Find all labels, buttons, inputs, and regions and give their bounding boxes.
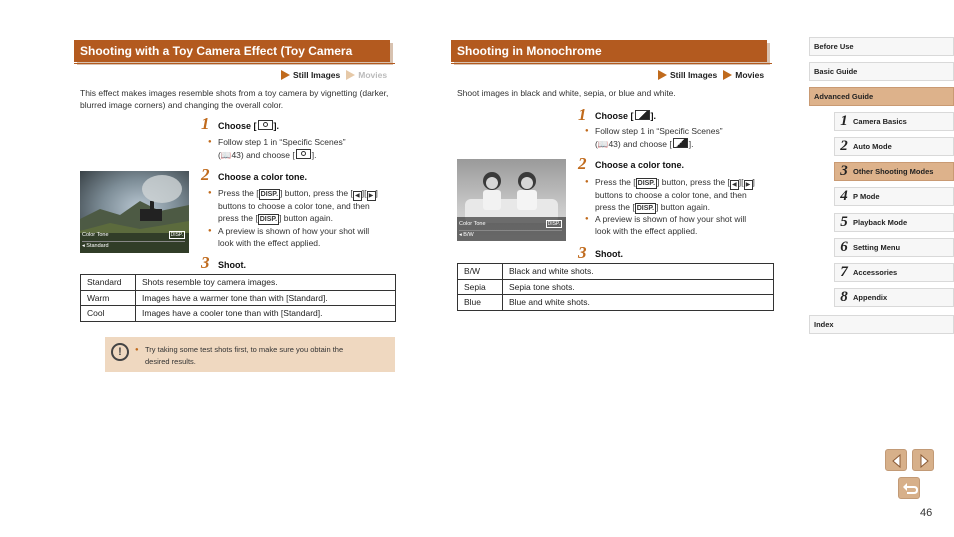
- caution-note: ! ● Try taking some test shots first, to make sure you obtain the desired results.: [105, 337, 395, 372]
- tone-name: B/W: [458, 264, 503, 280]
- table-row: [458, 264, 774, 280]
- nav-chapter-7[interactable]: 7 Accessories: [834, 263, 954, 282]
- right-step3-title: Shoot.: [595, 249, 623, 259]
- table-row: [81, 275, 396, 291]
- table-row: [458, 279, 774, 295]
- disp-button-icon: DISP.: [636, 204, 655, 212]
- right-step2-title: Choose a color tone.: [595, 160, 685, 170]
- left-movies-tag: Movies: [346, 70, 387, 80]
- book-icon: 📖: [597, 138, 609, 149]
- right-mode-tags: [658, 70, 764, 80]
- left-preview-color-tone-label: Color Tone: [82, 232, 109, 238]
- left-arrow-icon: ◀: [353, 191, 362, 201]
- nav-index[interactable]: Index: [809, 315, 954, 334]
- right-intro-text: Shoot images in black and white, sepia, or blue and white.: [457, 88, 676, 98]
- right-step3-number: 3: [578, 243, 587, 262]
- right-preview-disp-badge: DISP.: [547, 221, 560, 227]
- left-step3-title: Shoot.: [218, 260, 246, 270]
- left-section-title: Shooting with a Toy Camera Effect (Toy Camera Effect): [80, 44, 353, 80]
- left-step1-number: 1: [201, 114, 210, 133]
- left-step2-bullet2: ● A preview is shown of how your shot will look with the effect applied.: [208, 226, 398, 249]
- tone-name: Cool: [81, 306, 136, 322]
- tone-description: Sepia tone shots.: [503, 279, 774, 295]
- right-step2-bullet2: ● A preview is shown of how your shot will look with the effect applied.: [585, 214, 775, 237]
- tone-name: Sepia: [458, 279, 503, 295]
- nav-chapter-3[interactable]: 3 Other Shooting Modes: [834, 162, 954, 181]
- play-triangle-icon: [281, 70, 290, 80]
- disp-button-icon: DISP.: [259, 215, 278, 223]
- right-section-title: Shooting in Monochrome: [457, 44, 602, 58]
- caution-icon: !: [111, 343, 129, 361]
- toy-camera-preview-image: [80, 171, 189, 253]
- right-section-header: [451, 40, 767, 62]
- nav-chapter-6[interactable]: 6 Setting Menu: [834, 238, 954, 257]
- tone-name: Standard: [81, 275, 136, 291]
- disp-button-icon: DISP.: [637, 180, 656, 187]
- nav-chapter-5[interactable]: 5 Playback Mode: [834, 213, 954, 232]
- left-preview-value-bar: ◂ Standard: [82, 241, 185, 249]
- nav-chapter-2[interactable]: 2 Auto Mode: [834, 137, 954, 156]
- right-preview-value-bar: ◂ B/W: [459, 230, 562, 238]
- play-triangle-icon: [723, 70, 732, 80]
- toy-camera-icon: [296, 149, 311, 159]
- monochrome-preview-image: [457, 159, 566, 241]
- next-page-button[interactable]: [912, 449, 934, 471]
- play-triangle-icon: [346, 70, 355, 80]
- left-step1-title: Choose [ ].: [218, 121, 280, 131]
- play-triangle-icon: [658, 70, 667, 80]
- chevron-right-icon: [913, 450, 935, 472]
- left-mode-tags: [281, 70, 387, 80]
- right-step1-title: Choose [ ].: [595, 111, 657, 121]
- page-number: 46: [920, 507, 933, 519]
- nav-advanced-guide[interactable]: Advanced Guide: [809, 87, 954, 106]
- monochrome-icon: [635, 110, 650, 120]
- right-header-rule: [451, 63, 772, 64]
- left-step2-number: 2: [201, 165, 210, 184]
- book-icon: 📖: [220, 149, 232, 160]
- tone-description: Black and white shots.: [503, 264, 774, 280]
- table-row: [458, 295, 774, 311]
- left-step1-bullet: ● Follow step 1 in “Specific Scenes” (📖43) and choose [ ].: [208, 137, 398, 161]
- monochrome-icon: [673, 138, 688, 148]
- caution-text: Try taking some test shots first, to make sure you obtain the desired results.: [145, 345, 344, 366]
- right-step1-number: 1: [578, 105, 587, 124]
- return-button[interactable]: [898, 477, 920, 499]
- table-row: [81, 306, 396, 322]
- previous-page-button[interactable]: [885, 449, 907, 471]
- left-header-rule: [74, 63, 395, 64]
- tone-description: Images have a warmer tone than with [Standard].: [136, 290, 396, 306]
- nav-basic-guide[interactable]: Basic Guide: [809, 62, 954, 81]
- right-arrow-icon: ▶: [744, 180, 753, 190]
- right-arrow-icon: ▶: [367, 191, 376, 201]
- nav-chapter-4[interactable]: 4 P Mode: [834, 187, 954, 206]
- left-step2-bullet1: ● Press the [ DISP. ] button, press the [ ◀ ][ ▶ ] buttons to choose a color tone, and then press the [ DISP. ] button again.: [208, 188, 400, 225]
- left-color-tone-table: [80, 274, 396, 322]
- return-arrow-icon: [899, 478, 921, 500]
- left-step2-title: Choose a color tone.: [218, 172, 308, 182]
- right-still-images-tag: Still Images: [658, 70, 717, 80]
- table-row: [81, 290, 396, 306]
- nav-chapter-8[interactable]: 8 Appendix: [834, 288, 954, 307]
- right-step2-number: 2: [578, 154, 587, 173]
- nav-before-use[interactable]: Before Use: [809, 37, 954, 56]
- left-step3-number: 3: [201, 253, 210, 272]
- right-movies-tag: Movies: [723, 70, 764, 80]
- nav-chapter-1[interactable]: 1 Camera Basics: [834, 112, 954, 131]
- tone-name: Blue: [458, 295, 503, 311]
- right-step2-bullet1: ● Press the [ DISP. ] button, press the [ ◀ ][ ▶ ] buttons to choose a color tone, and then press the [ DISP. ] button again.: [585, 177, 777, 214]
- children-on-sofa-illustration: [457, 159, 566, 241]
- tone-name: Warm: [81, 290, 136, 306]
- left-still-images-tag: Still Images: [281, 70, 340, 80]
- right-preview-color-tone-label: Color Tone: [459, 221, 486, 227]
- right-color-tone-table: [457, 263, 774, 311]
- right-step1-bullet: ● Follow step 1 in “Specific Scenes” (📖43) and choose [ ].: [585, 126, 775, 150]
- left-preview-disp-badge: DISP.: [170, 232, 183, 238]
- tone-description: Blue and white shots.: [503, 295, 774, 311]
- left-arrow-icon: ◀: [730, 180, 739, 190]
- tone-description: Images have a cooler tone than with [Standard].: [136, 306, 396, 322]
- chevron-left-icon: [886, 450, 908, 472]
- toy-camera-icon: [258, 120, 273, 130]
- tone-description: Shots resemble toy camera images.: [136, 275, 396, 291]
- left-intro-text: This effect makes images resemble shots from a toy camera by vignetting (darker, blurred image corners) and changing the overall color.: [80, 88, 389, 110]
- disp-button-icon: DISP.: [260, 191, 279, 198]
